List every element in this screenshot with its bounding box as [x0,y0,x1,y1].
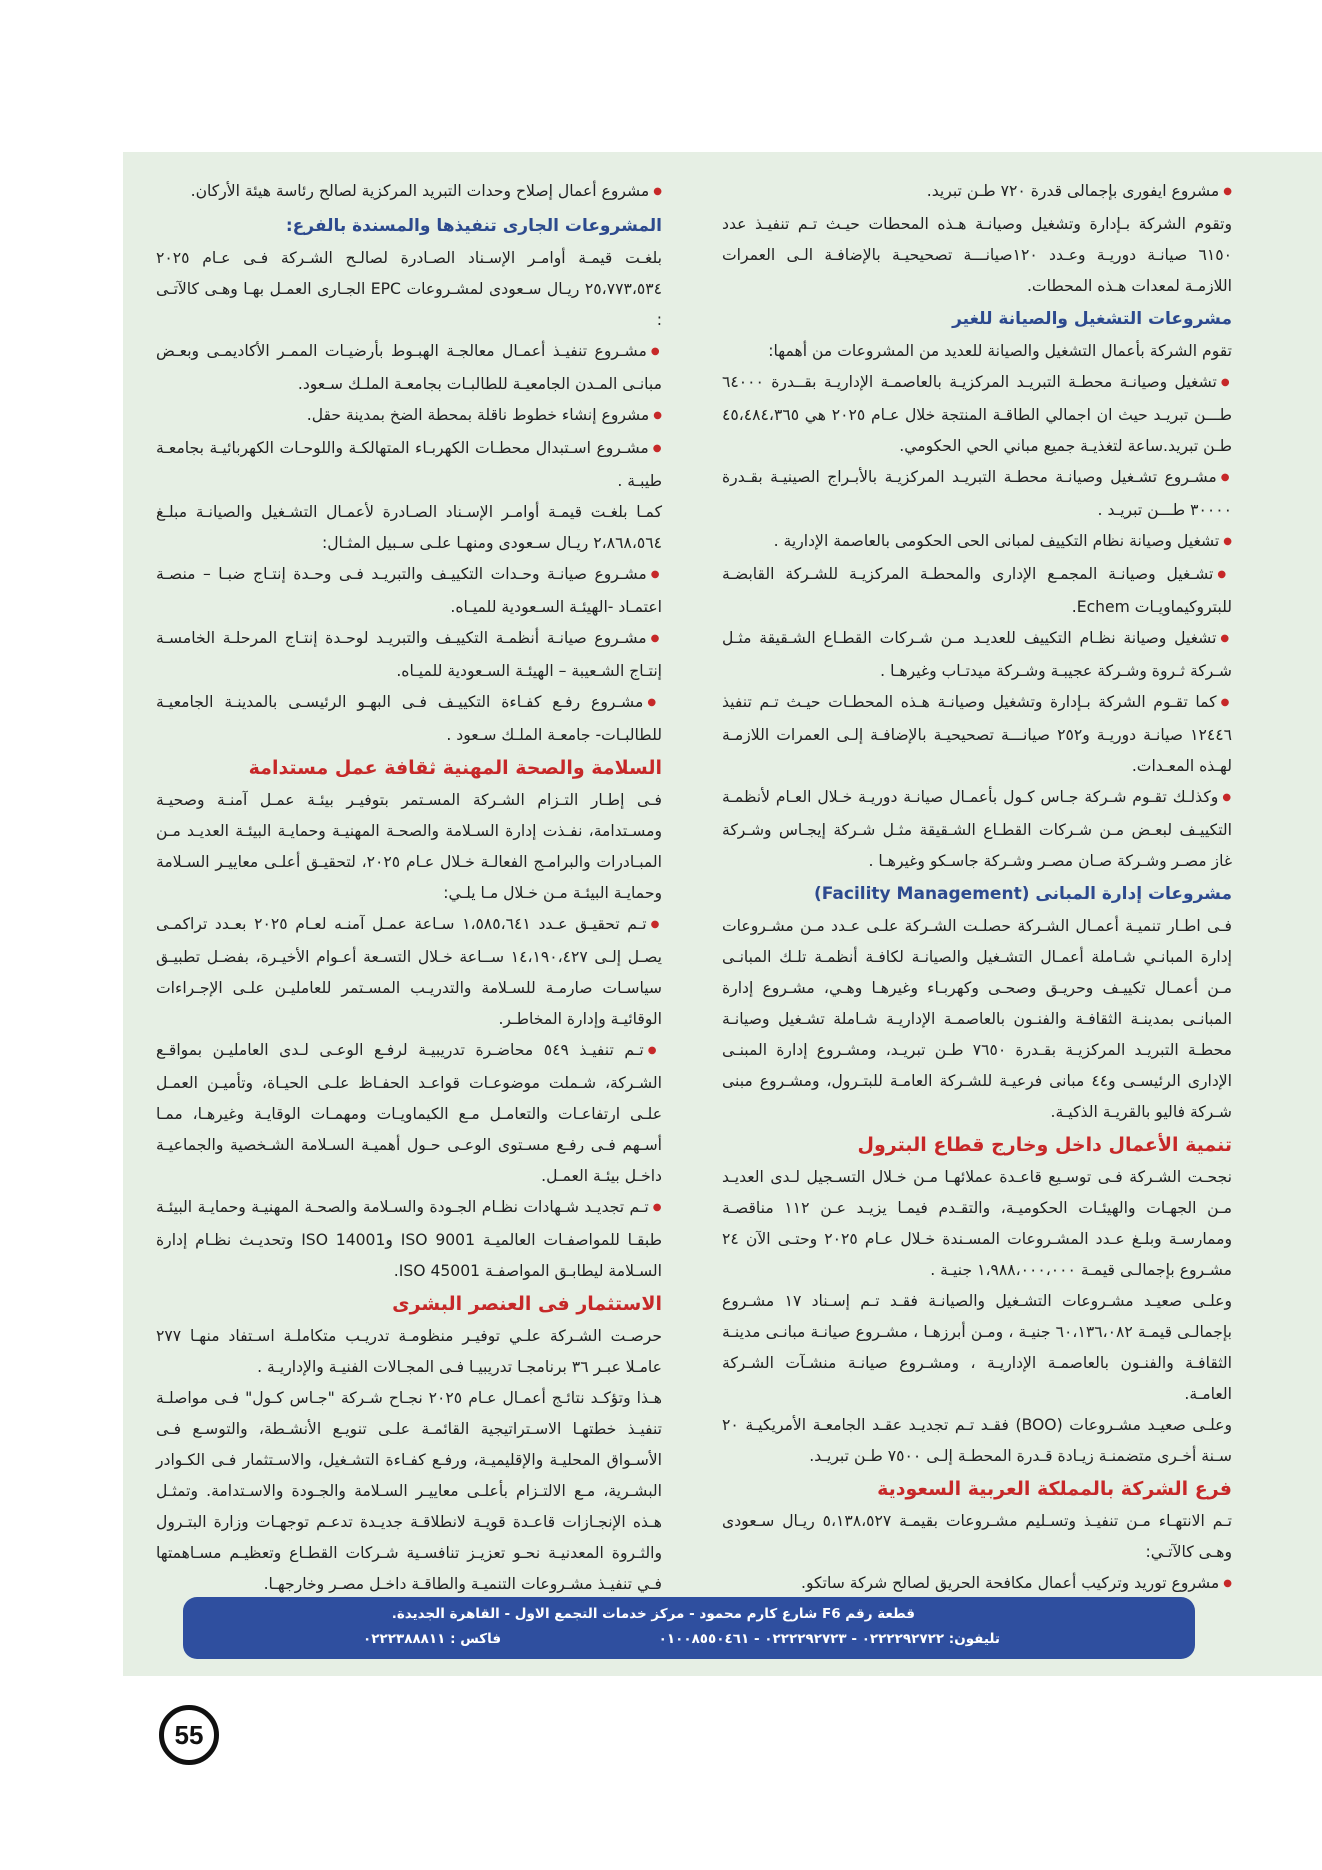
section-heading: تنمية الأعمال داخل وخارج قطاع البترول [857,1134,1232,1156]
bullet-item: ● مشروع أعمال إصلاح وحدات التبريد المركزية لصالح رئاسة هيئة الأركان. [156,176,662,209]
footer-address: قطعة رقم F6 شارع كارم محمود - مركز خدمات التجمع الاول - القاهرة الجديدة. [391,1606,915,1622]
paragraph: بلغـت قيمـة أوامـر الإسـناد الصـادرة لصالـح الشـركة فـى عـام ٢٠٢٥ ٢٥،٧٧٣،٥٣٤ ريـال سـعودى لمشـروعات EPC الجـارى العمـل بهـا وهـى كالآتـى : [156,249,662,329]
left-column [156,176,662,1600]
section-heading: السلامة والصحة المهنية ثقافة عمل مستدامة [248,757,662,779]
bullet-item: ● مشـروع تشـغيل وصيانـة محطـة التبريـد المركزيـة بالأبـراج الصينيـة بقـدرة ٣٠٠٠٠ طـــن تبريـد . [722,462,1232,526]
bullet-item: ● مشروع إنشاء خطوط ناقلة بمحطة الضخ بمدينة حقل. [156,400,662,433]
section-subheading: مشروعات إدارة المبانى (Facility Management) [814,884,1232,904]
paragraph: تقوم الشركة بأعمال التشغيل والصيانة للعديد من المشروعات من أهمها: [768,342,1232,360]
section-heading: فرع الشركة بالمملكة العربية السعودية [877,1478,1232,1500]
paragraph: تـم الانتهـاء مـن تنفيـذ وتسـليم مشـروعات بقيمـة ٥،١٣٨،٥٢٧ ريـال سـعودى وهـى كالآتـي: [722,1512,1232,1561]
bullet-item: ● مشـروع رفـع كفـاءة التكييـف فـى البهـو الرئيسـى بالمدينـة الجامعيـة للطالبـات- جامعـة الملـك سـعود . [156,687,662,751]
bullet-item: ● تـم تجديـد شـهادات نظـام الجـودة والسـلامة والصحـة المهنيـة وحمايـة البيئـة طبقـا للمواصفـات العالميـة ISO 9001 وISO 14001 وتحديـث نظـام إدارة السـلامة ليطابـق المواصفـة ISO 45001. [156,1192,662,1287]
bullet-item: ● مشـروع اسـتبدال محطـات الكهربـاء المتهالكـة واللوحـات الكهربائيـة بجامعـة طيبـة . [156,433,662,497]
footer-fax: فاكس : ٠٢٢٢٣٨٨٨١١ [363,1631,502,1647]
bullet-item: ● وكذلـك تقـوم شـركة جـاس كـول بأعمـال صيانـة دوريـة خـلال العـام لأنظمـة التكييـف لبعـض مـن شـركات القطـاع الشـقيقة مثـل شـركة إيجـاس وشـركة غاز مصـر وشـركة صـان مصـر وشـركة جاسـكو وغيرهـا . [722,782,1232,877]
page-number: 55 [159,1705,219,1765]
bullet-item: ● مشروع توريد وتركيب أعمال مكافحة الحريق لصالح شركة ساتكو. [722,1568,1232,1601]
bullet-item: ● مشـروع صيانـة أنظمـة التكييـف والتبريـد لوحـدة إنتـاج المرحلـة الخامسـة إنتـاج الشـعيبة – الهيئـة السـعودية للميـاه. [156,623,662,687]
bullet-item: ● تشغيل وصيانـة محطـة التبريـد المركزيـة بالعاصمـة الإداريـة بقــدرة ٦٤٠٠٠ طـــن تبريـد حيث ان اجمالي الطاقـة المنتجة خلال عـام ٢٠٢٥ هي ٤٥،٤٨٤،٣٦٥ طـن تبريد.ساعة لتغذيـة جميع مباني الحي الحكومي. [722,367,1232,462]
paragraph: حرصـت الشـركة علـي توفيـر منظومـة تدريـب متكاملـة اسـتفاد منهـا ٢٧٧ عامـلا عبـر ٣٦ برنامجـا تدريبيـا فـى المجـالات الفنيـة والإداريـة . [156,1327,662,1376]
bullet-item: ● مشـروع صيانـة وحـدات التكييـف والتبريـد فـى وحـدة إنتـاج ضبـا – منصـة اعتمـاد -الهيئـة السـعودية للميـاه. [156,559,662,623]
bullet-item: ● كما تقـوم الشركة بـإدارة وتشغيل وصيانـة هـذه المحطـات حيـث تـم تنفيذ ١٢٤٤٦ صيانـة دوريـة و٢٥٢ صيانـــة تصحيحيـة بالإضافـة إلـى العمرات اللازمـة لهـذه المعـدات. [722,687,1232,782]
contact-footer [183,1597,1195,1659]
paragraph: وعلـى صعيـد مشـروعات (BOO) فقـد تـم تجديـد عقـد الجامعـة الأمريكيـة ٢٠ سـنة أخـرى متضمنـة زيـادة قـدرة المحطـة إلـى ٧٥٠٠ طـن تبريـد. [722,1416,1232,1465]
paragraph: وتقوم الشركة بـإدارة وتشغيل وصيانـة هـذه المحطات حيـث تـم تنفيـذ عدد ٦١٥٠ صيانـة دوريـة وعـدد ١٢٠صيانـــة تصحيحيـة بالإضافـة الـى العمرات اللازمـة لمعدات هـذه المحطات. [722,215,1232,295]
section-heading: الاستثمار فى العنصر البشرى [392,1293,662,1315]
bullet-item: ● مشـروع تنفيـذ أعمـال معالجـة الهبـوط بأرضيـات الممـر الأكاديمـى وبعـض مبانـى المـدن الجامعيـة للطالبـات بجامعـة الملـك سـعود. [156,336,662,400]
footer-phone: تليفون: ٠٢٢٢٢٩٢٧٢٢ - ٠٢٢٢٢٩٢٧٢٣ - ٠١٠٠٨٥٥٠٤٦١ [658,1631,1000,1647]
bullet-item: ● تـم تنفيـذ ٥٤٩ محاضـرة تدريبيـة لرفـع الوعـى لـدى العامليـن بمواقـع الشـركة، شـملت موضوعـات قواعـد الحفـاظ علـى الحيـاة، وتأميـن العمـل علـى ارتفاعـات والتعامـل مـع الكيماويـات ومهمـات الوقايـة وغيرهـا، ممـا أسـهم فـى رفـع مسـتوى الوعـى حـول أهميـة السـلامة الشـخصية والجماعيـة داخـل بيئـة العمـل. [156,1035,662,1192]
right-column [722,176,1232,1601]
bullet-item: ● تشغيل وصيانة نظـام التكييف للعديـد مـن شـركات القطـاع الشـقيقة مثـل شـركة ثـروة وشـركة عجيبـة وشـركة ميدتـاب وغيرهـا . [722,623,1232,687]
paragraph: وعلـى صعيـد مشـروعات التشـغيل والصيانـة فقـد تـم إسـناد ١٧ مشـروع بإجمالـى قيمـة ٦٠،١٣٦،٠٨٢ جنيـة ، ومـن أبرزهـا ، مشـروع صيانـة مبانـى مدينـة الثقافـة والفنـون بالعاصمـة الإداريـة ، ومشـروع صيانـة منشـآت الشـركة العامـة. [722,1292,1233,1403]
bullet-item: ● تـم تحقيـق عـدد ١،٥٨٥،٦٤١ سـاعة عمـل آمنـه لعـام ٢٠٢٥ بعـدد تراكمـى يصـل إلـى ١٤،١٩٠،٤٢٧ ســاعة خـلال التسـعة أعـوام الأخيـرة، بفضـل تطبيـق سياسـات صارمـة للسـلامة والتدريـب المسـتمر للعامليـن علـى الإجـراءات الوقائيـة وإدارة المخاطـر. [156,909,662,1035]
paragraph: نجحـت الشـركة فـى توسـيع قاعـدة عملائهـا مـن خـلال التسـجيل لـدى العديـد مـن الجهـات والهيئـات الحكوميـة، والتقـدم فيمـا يزيـد عـن ١١٢ مناقصـة وممارسـة وبلـغ عـدد المشـروعات المسـندة خـلال عـام ٢٠٢٥ وحتـى الآن ٢٤ مشـروع بإجمالـى قيمـة ١،٩٨٨،٠٠٠،٠٠٠ جنيـة . [722,1168,1232,1279]
paragraph: فـى اطـار تنميـة أعمـال الشـركة حصلـت الشـركة علـى عـدد مـن مشـروعات إدارة المبانـي شـاملة أعمـال التشـغيل والصيانـة لكافـة أنظمـة تلـك المبانـى مـن أعمـال تكييـف وحريـق وصحـى وكهربـاء وغيرهـا وهـي، مشـروع إدارة المبانـى بمدينـة الثقافـة والفنـون بالعاصمـة الإداريـة شـاملة تشـغيل وصيانـة محطـة التبريـد المركزيـة بقـدرة ٧٦٥٠ طـن تبريـد، ومشـروع إدارة المبنـى الإدارى الرئيسـى و٤٤ مبانى فرعيـة للشـركة العامـة للبتـرول، ومشـروع مبنى شـركة فاليو بالقريـة الذكيـة. [722,917,1232,1121]
bullet-item: ● مشروع ايفورى بإجمالى قدرة ٧٢٠ طـن تبريد. [722,176,1232,209]
bullet-item: ● تشـغيل وصيانـة المجمـع الإدارى والمحطـة المركزيـة للشـركة القابضـة للبتروكيماويـات Echem. [722,559,1232,623]
section-subheading: المشروعات الجارى تنفيذها والمسندة بالفرع: [285,216,662,236]
paragraph: هـذا وتؤكـد نتائـج أعمـال عـام ٢٠٢٥ نجـاح شـركة "جـاس كـول" فـى مواصلـة تنفيـذ خطتهـا الاسـتراتيجية القائمـة علـى تنويـع الأنشـطة، والتوسـع فـى الأسـواق المحليـة والإقليميـة، ورفـع كفـاءة التشـغيل، والاسـتثمار فـى الكـوادر البشـرية، مـع الالتـزام بأعلـى معاييـر السـلامة والجـودة والاسـتدامة. وتمثـل هـذه الإنجـازات قاعـدة قويـة لانطلاقـة جديـدة تدعـم توجهـات وزارة البتـرول والثـروة المعدنيـة نحـو تعزيـز تنافسـية شـركات القطـاع وتعظيـم مسـاهمتها فـي تنفيـذ مشـروعات التنميـة والطاقـة داخـل مصـر وخارجهـا. [156,1389,662,1593]
bullet-item: ● تشغيل وصيانة نظام التكييف لمبانى الحى الحكومى بالعاصمة الإدارية . [722,526,1232,559]
paragraph: فـى إطـار التـزام الشـركة المسـتمر بتوفيـر بيئـة عمـل آمنـة وصحيـة ومسـتدامة، نفـذت إدارة السـلامة والصحـة المهنيـة وحمايـة البيئـة العديـد مـن المبـادرات والبرامـج الفعالـة خـلال عـام ٢٠٢٥، لتحقيـق أعلـى معاييـر السـلامة وحمايـة البيئـة مـن خـلال مـا يلـي: [156,791,662,902]
paragraph: كمـا بلغـت قيمـة أوامـر الإسـناد الصـادرة لأعمـال التشـغيل والصيانـة مبلـغ ٢،٨٦٨،٥٦٤ ريـال سـعودى ومنهـا علـى سـبيل المثـال: [156,503,662,552]
section-subheading: مشروعات التشغيل والصيانة للغير [952,309,1232,329]
